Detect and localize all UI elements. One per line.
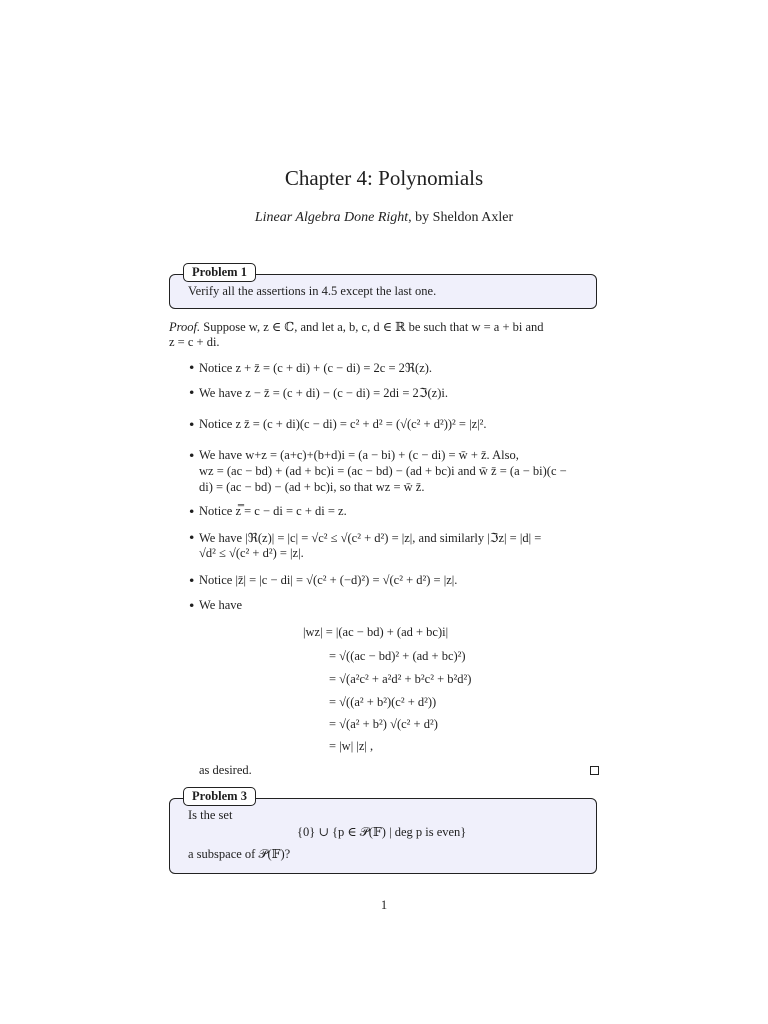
- bullet-4-line-3: di) = (ac − bd) − (ad + bc)i, so that wz = w̄ z̄.: [199, 480, 425, 494]
- bullet-8-line-1: We have: [199, 598, 243, 612]
- bullet-3-line-1: Notice z z̄ = (c + di)(c − di) = c² + d² = (√(c² + d²))² = |z|².: [199, 417, 487, 431]
- book-title: Linear Algebra Done Right: [254, 210, 409, 225]
- equation-line-2: = √((ac − bd)² + (ad + bc)²): [329, 649, 466, 663]
- subtitle: [0, 210, 768, 226]
- problem-3-set: {0} ∪ {p ∈ 𝒫(𝔽) | deg p is even}: [297, 825, 467, 839]
- bullet-marker: •: [188, 448, 196, 463]
- bullet-marker: •: [188, 530, 196, 545]
- proof-intro-line-2: z = c + di.: [169, 335, 220, 349]
- bullet-marker: •: [188, 598, 196, 613]
- bullet-7-line-1: Notice |z̄| = |c − di| = √(c² + (−d)²) = √(c² + d²) = |z|.: [199, 573, 458, 587]
- bullet-marker: •: [188, 573, 196, 588]
- problem-3-label: Problem 3: [183, 787, 256, 806]
- chapter-title: Chapter 4: Polynomials: [284, 166, 484, 190]
- bullet-6-line-1: We have |ℜ(z)| = |c| = √c² ≤ √(c² + d²) = |z|, and similarly |ℑz| = |d| =: [199, 531, 542, 545]
- proof-label: Proof.: [169, 320, 201, 334]
- bullet-2-line-1: We have z − z̄ = (c + di) − (c − di) = 2di = 2ℑ(z)i.: [199, 386, 448, 400]
- page-number: 1: [380, 898, 388, 912]
- problem-1-label: Problem 1: [183, 263, 256, 282]
- proof-intro-text: Suppose w, z ∈ ℂ, and let a, b, c, d ∈ ℝ be such that w = a + bi and: [203, 320, 544, 334]
- bullet-5-line-1: Notice z̿ = c − di = c + di = z.: [199, 504, 347, 518]
- equation-line-5: = √(a² + b²) √(c² + d²): [329, 717, 438, 731]
- bullet-marker: •: [188, 417, 196, 432]
- bullet-marker: •: [188, 360, 196, 375]
- proof-closing: as desired.: [199, 763, 252, 777]
- bullet-6-line-2: √d² ≤ √(c² + d²) = |z|.: [199, 546, 304, 560]
- bullet-marker: •: [188, 385, 196, 400]
- equation-line-1: |wz| = |(ac − bd) + (ad + bc)i|: [303, 625, 449, 639]
- equation-line-4: = √((a² + b²)(c² + d²)): [329, 695, 437, 709]
- proof-intro-line-1: [169, 319, 544, 335]
- bullet-4-line-2: wz = (ac − bd) + (ad + bc)i = (ac − bd) − (ad + bc)i and w̄ z̄ = (a − bi)(c −: [199, 464, 567, 478]
- bullet-marker: •: [188, 504, 196, 519]
- author: , by Sheldon Axler: [408, 210, 514, 225]
- bullet-4-line-1: We have w+z = (a+c)+(b+d)i = (a − bi) + (c − di) = w̄ + z̄. Also,: [199, 448, 519, 462]
- bullet-1-line-1: Notice z + z̄ = (c + di) + (c − di) = 2c = 2ℜ(z).: [199, 361, 433, 375]
- equation-line-6: = |w| |z| ,: [329, 739, 374, 753]
- qed-square-icon: [590, 766, 599, 775]
- equation-line-3: = √(a²c² + a²d² + b²c² + b²d²): [329, 672, 472, 686]
- problem-1-text: Verify all the assertions in 4.5 except the last one.: [188, 284, 437, 298]
- problem-3-line-3: a subspace of 𝒫(𝔽)?: [188, 847, 291, 861]
- problem-3-line-1: Is the set: [188, 808, 233, 822]
